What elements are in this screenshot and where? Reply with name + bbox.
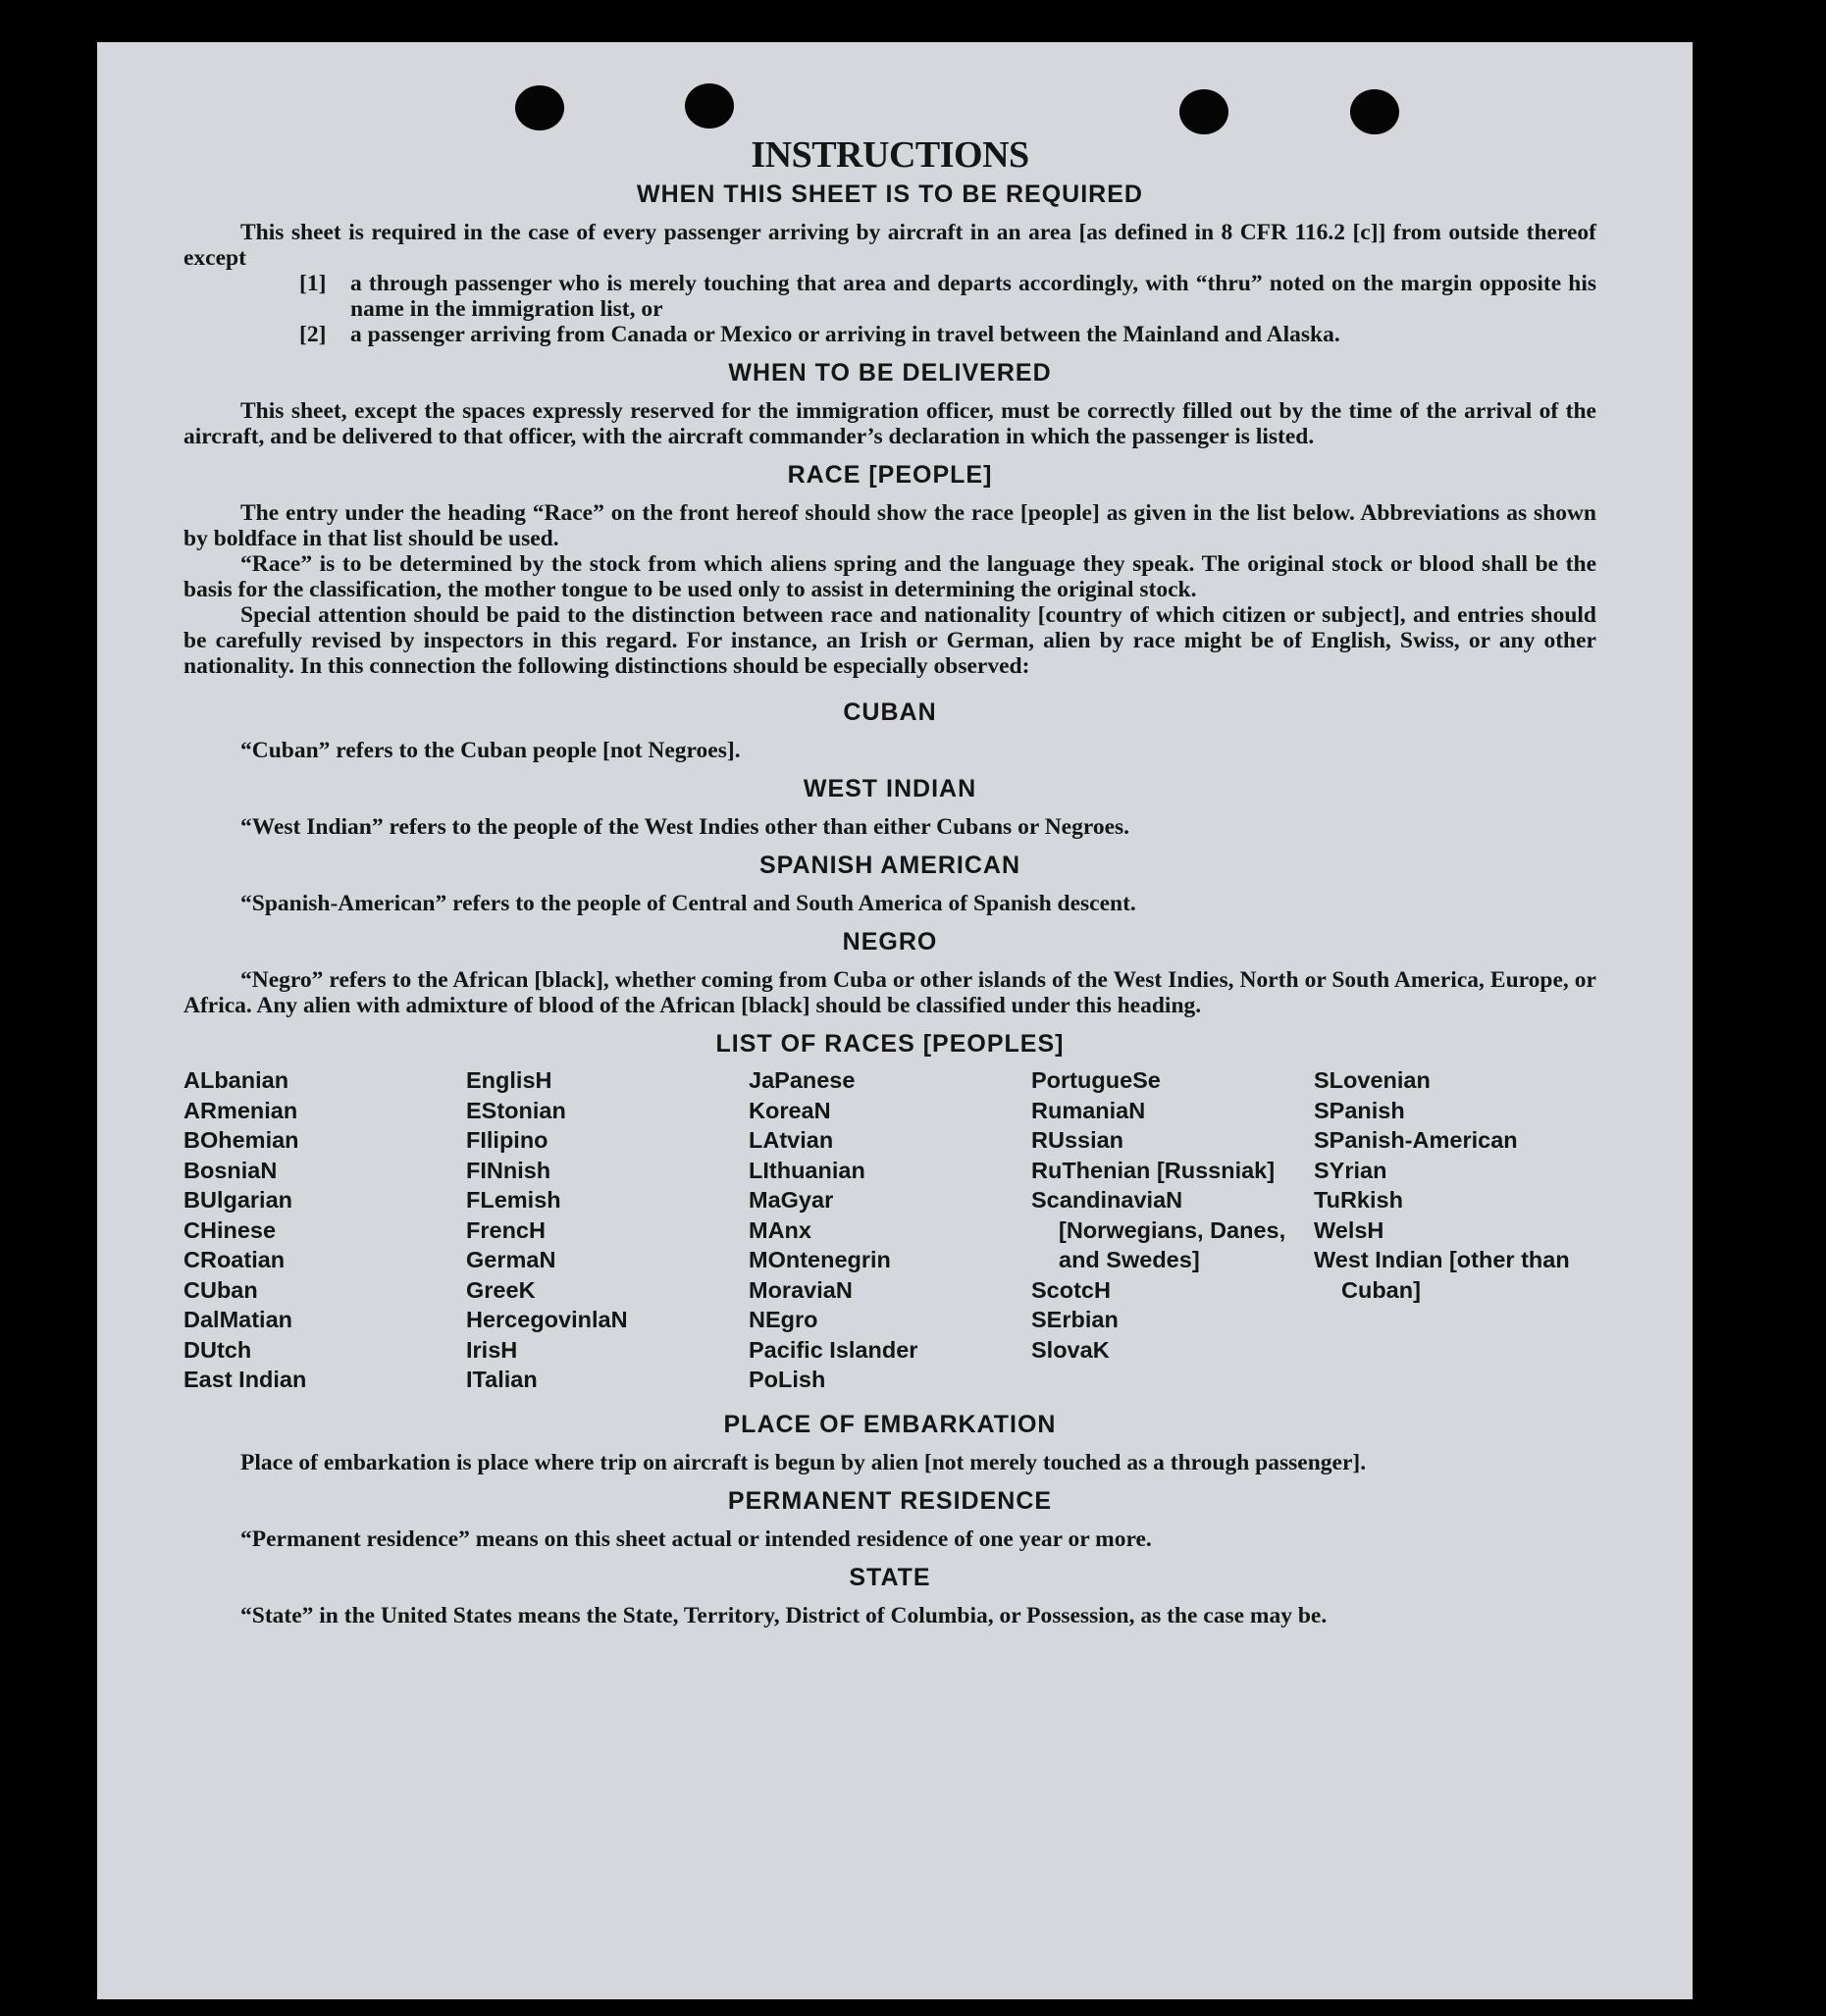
race-entry: East Indian bbox=[183, 1367, 307, 1392]
punch-hole bbox=[515, 85, 564, 130]
document-sheet bbox=[97, 42, 1693, 1999]
race-entry: NEgro bbox=[749, 1307, 818, 1332]
race-entry: BOhemian bbox=[183, 1127, 299, 1153]
heading-embarkation: PLACE OF EMBARKATION bbox=[723, 1410, 1057, 1438]
race-entry: ScotcH bbox=[1031, 1276, 1111, 1303]
race-entry: TuRkish bbox=[1314, 1187, 1403, 1213]
race-entry: PoLish bbox=[749, 1367, 826, 1392]
race-column bbox=[1314, 1065, 1596, 1395]
negro-text: “Negro” refers to the African [black], whether coming from Cuba or other islands of the West Indies, North or South America, Europe, or Africa. Any alien with admixture of blood of the African [black] should be classified under this heading. bbox=[183, 967, 1596, 1018]
race-entry: HercegovinlaN bbox=[466, 1307, 628, 1332]
race-entry: BUlgarian bbox=[183, 1187, 292, 1213]
exception-text: a passenger arriving from Canada or Mexico or arriving in travel between the Mainland and Alaska. bbox=[350, 322, 1340, 347]
exception-item bbox=[299, 322, 1596, 347]
race-entry: SPanish-American bbox=[1314, 1127, 1518, 1153]
race-entry: MOntenegrin bbox=[749, 1247, 891, 1272]
race-column bbox=[466, 1065, 749, 1395]
race-entry: FLemish bbox=[466, 1187, 561, 1213]
exception-number: [2] bbox=[299, 322, 327, 347]
race-entry: Pacific Islander bbox=[749, 1336, 918, 1363]
heading-when-delivered: WHEN TO BE DELIVERED bbox=[728, 359, 1052, 387]
race-paragraph: The entry under the heading “Race” on the front hereof should show the race [people] as given in the list below. Abbreviations as shown by boldface in that list should be used. bbox=[183, 500, 1596, 551]
race-entry: DalMatian bbox=[183, 1307, 292, 1332]
race-entry: RuThenian [Russniak] bbox=[1031, 1157, 1276, 1183]
race-entry: LIthuanian bbox=[749, 1157, 865, 1183]
page-title: INSTRUCTIONS bbox=[751, 134, 1029, 176]
race-entry: ALbanian bbox=[183, 1067, 289, 1093]
race-entry: RUssian bbox=[1031, 1127, 1124, 1153]
heading-race: RACE [PEOPLE] bbox=[787, 461, 993, 489]
exception-text: a through passenger who is merely touching that area and departs accordingly, with “thru” noted on the margin opposite his name in the immigration list, or bbox=[350, 271, 1596, 322]
race-entry: RumaniaN bbox=[1031, 1097, 1146, 1123]
heading-west-indian: WEST INDIAN bbox=[803, 775, 977, 802]
race-column bbox=[749, 1065, 1031, 1395]
race-entry: SErbian bbox=[1031, 1307, 1119, 1332]
race-entry: MAnx bbox=[749, 1216, 811, 1243]
race-paragraph: Special attention should be paid to the distinction between race and nationality [country of which citizen or subject], and entries should be carefully revised by inspectors in this regard. For instance, an Irish or German, alien by race might be of English, Swiss, or any other nationality. In this connection the following distinctions should be especially observed: bbox=[183, 602, 1596, 679]
race-entry: CUban bbox=[183, 1276, 258, 1303]
race-entry: MoraviaN bbox=[749, 1276, 853, 1303]
race-entry: GermaN bbox=[466, 1247, 556, 1272]
punch-hole bbox=[1179, 89, 1228, 134]
exception-number: [1] bbox=[299, 271, 327, 296]
race-paragraph: “Race” is to be determined by the stock from which aliens spring and the language they speak. The original stock or blood shall be the basis for the classification, the mother tongue to be used only to assist in determining the original stock. bbox=[183, 551, 1596, 602]
heading-cuban: CUBAN bbox=[843, 698, 937, 726]
west-indian-text: “West Indian” refers to the people of the West Indies other than either Cubans or Negroes. bbox=[240, 814, 1130, 840]
spanish-american-text: “Spanish-American” refers to the people of Central and South America of Spanish descent. bbox=[240, 891, 1136, 916]
race-entry: CHinese bbox=[183, 1216, 277, 1243]
race-entry: SlovaK bbox=[1031, 1336, 1110, 1363]
race-entry: ITalian bbox=[466, 1367, 538, 1392]
race-column bbox=[1031, 1065, 1314, 1395]
race-entry: IrisH bbox=[466, 1336, 518, 1363]
race-entry: FINnish bbox=[466, 1157, 551, 1183]
race-entry: EnglisH bbox=[466, 1067, 552, 1093]
heading-spanish-american: SPANISH AMERICAN bbox=[758, 852, 1020, 879]
heading-negro: NEGRO bbox=[842, 928, 938, 956]
race-entry: ARmenian bbox=[183, 1097, 298, 1123]
punch-hole bbox=[1350, 89, 1399, 134]
when-delivered-text: This sheet, except the spaces expressly reserved for the immigration officer, must be correctly filled out by the time of the arrival of the aircraft, and be delivered to that officer, with the aircraft commander’s declaration in which the passenger is listed. bbox=[183, 398, 1596, 449]
punch-hole bbox=[685, 83, 734, 129]
state-text: “State” in the United States means the State, Territory, District of Columbia, or Possession, as the case may be. bbox=[240, 1602, 1328, 1628]
race-entry: EStonian bbox=[466, 1097, 566, 1123]
heading-state: STATE bbox=[849, 1563, 931, 1591]
heading-when-required: WHEN THIS SHEET IS TO BE REQUIRED bbox=[637, 181, 1143, 208]
heading-permanent-residence: PERMANENT RESIDENCE bbox=[727, 1486, 1053, 1515]
race-entry: CRoatian bbox=[183, 1247, 286, 1272]
permanent-residence-text: “Permanent residence” means on this sheet actual or intended residence of one year or more. bbox=[240, 1525, 1152, 1552]
race-entry: SPanish bbox=[1314, 1097, 1405, 1123]
exception-item bbox=[299, 271, 1596, 322]
cuban-text: “Cuban” refers to the Cuban people [not Negroes]. bbox=[240, 738, 741, 763]
race-entry: PortugueSe bbox=[1031, 1067, 1161, 1093]
instructions-content bbox=[183, 133, 1596, 1628]
embarkation-text: Place of embarkation is place where trip on aircraft is begun by alien [not merely touched as a through passenger]. bbox=[240, 1449, 1367, 1475]
race-entry: FIlipino bbox=[466, 1127, 548, 1153]
race-entry: MaGyar bbox=[749, 1187, 834, 1213]
race-entry: JaPanese bbox=[749, 1067, 856, 1093]
race-column bbox=[183, 1065, 466, 1395]
heading-list-of-races: LIST OF RACES [PEOPLES] bbox=[715, 1030, 1065, 1058]
race-entry: BosniaN bbox=[183, 1157, 278, 1183]
race-entry: LAtvian bbox=[749, 1127, 834, 1153]
race-entry: West Indian [other than Cuban] bbox=[1314, 1247, 1570, 1303]
race-entry: SLovenian bbox=[1314, 1067, 1431, 1093]
race-entry: ScandinaviaN [Norwegians, Danes, and Swedes] bbox=[1031, 1187, 1286, 1272]
race-entry: KoreaN bbox=[749, 1097, 831, 1123]
race-entry: WelsH bbox=[1314, 1216, 1384, 1243]
race-list bbox=[183, 1065, 1596, 1395]
race-entry: SYrian bbox=[1314, 1157, 1387, 1183]
when-required-intro: This sheet is required in the case of every passenger arriving by aircraft in an area [as defined in 8 CFR 116.2 [c]] from outside thereof except bbox=[183, 220, 1596, 271]
race-entry: DUtch bbox=[183, 1336, 252, 1363]
race-entry: FrencH bbox=[466, 1216, 546, 1243]
race-entry: GreeK bbox=[466, 1276, 536, 1303]
